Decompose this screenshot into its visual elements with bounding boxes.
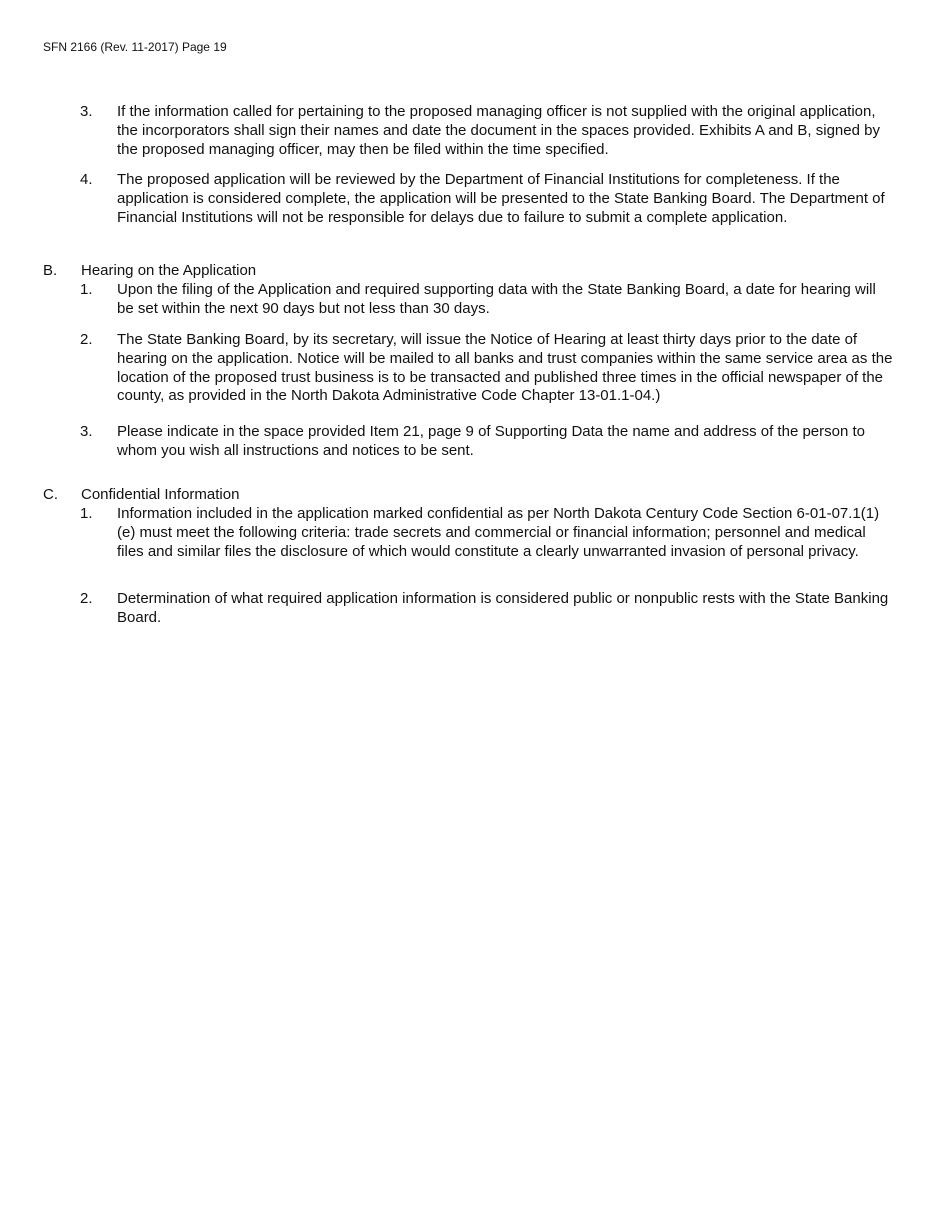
item-number: 3.: [80, 423, 93, 440]
item-text: If the information called for pertaining to the proposed managing officer is not supplied with the original application, the incorporators shall sign their names and date the document in the spaces provided. Exhibits A and B, signed by the proposed managing officer, may then be filed within the time specified.: [117, 103, 880, 158]
section-title: Hearing on the Application: [81, 262, 257, 279]
section-letter: C.: [43, 486, 58, 503]
item-text: Upon the filing of the Application and required supporting data with the State Banking Board, a date for hearing will be set within the next 90 days but not less than 30 days.: [117, 281, 876, 317]
form-page-header: SFN 2166 (Rev. 11-2017) Page 19: [43, 40, 227, 54]
item-number: 4.: [80, 171, 93, 188]
item-number: 2.: [80, 331, 93, 348]
item-text: Please indicate in the space provided Item 21, page 9 of Supporting Data the name and address of the person to whom you wish all instructions and notices to be sent.: [117, 423, 865, 459]
item-text: Information included in the application marked confidential as per North Dakota Century Code Section 6-01-07.1(1)(e) must meet the following criteria: trade secrets and commercial or financial information; personnel and medical files and similar files the disclosure of which would constitute a clearly unwarranted invasion of personal privacy.: [117, 505, 880, 560]
item-number: 1.: [80, 505, 93, 522]
item-text: Determination of what required application information is considered public or nonpublic rests with the State Banking Board.: [117, 590, 889, 626]
item-number: 1.: [80, 281, 93, 298]
section-title: Confidential Information: [81, 486, 240, 503]
item-number: 2.: [80, 590, 93, 607]
item-number: 3.: [80, 103, 93, 120]
item-text: The proposed application will be reviewed by the Department of Financial Institutions for completeness. If the application is considered complete, the application will be presented to the State Banking Board. The Department of Financial Institutions will not be responsible for delays due to failure to submit a complete application.: [117, 171, 885, 226]
section-letter: B.: [43, 262, 58, 279]
item-text: The State Banking Board, by its secretary, will issue the Notice of Hearing at least thirty days prior to the date of hearing on the application. Notice will be mailed to all banks and trust companies within the same service area as the location of the proposed trust business is to be transacted and published three times in the official newspaper of the county, as provided in the North Dakota Administrative Code Chapter 13-01.1-04.): [117, 331, 893, 405]
